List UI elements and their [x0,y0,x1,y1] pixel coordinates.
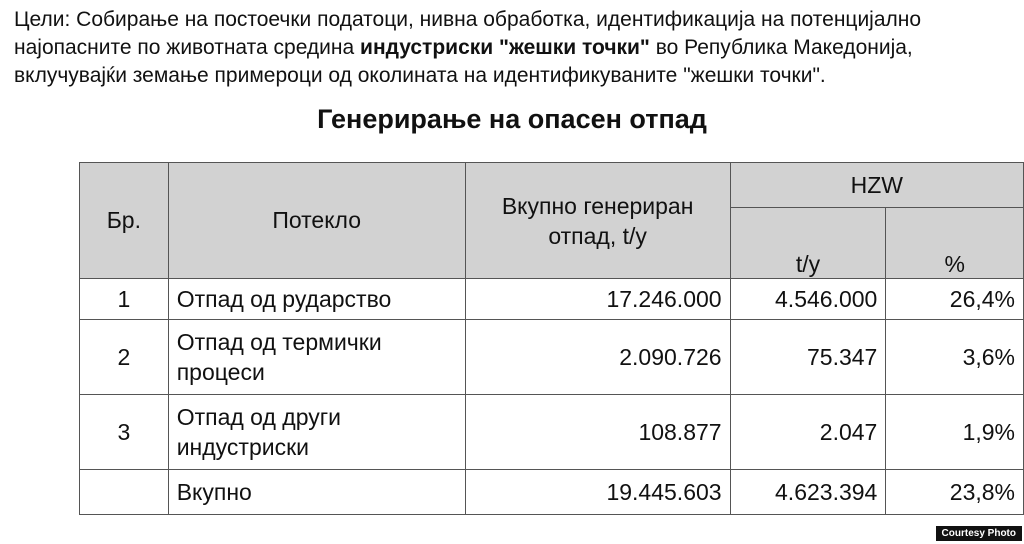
row-origin: Отпад од други индустриски [168,395,465,470]
row-origin: Отпад од рударство [168,279,465,320]
row-hzw-percent: 3,6% [886,320,1024,395]
header-hzw-percent: % [886,208,1024,279]
row-total: 108.877 [465,395,730,470]
table-row [80,395,1024,470]
photo-credit-badge: Courtesy Photo [936,526,1022,541]
row-origin: Отпад од термички процеси [168,320,465,395]
header-origin: Потекло [168,163,465,279]
intro-bold-phrase: индустриски "жешки точки" [360,36,650,59]
hazardous-waste-table [79,162,1024,515]
row-total: 19.445.603 [465,470,730,515]
header-hzw-ty: t/y [730,208,886,279]
header-hzw: HZW [730,163,1023,208]
table-row [80,279,1024,320]
table-title: Генерирање на опасен отпад [317,104,707,134]
row-number: 2 [80,320,169,395]
row-number: 1 [80,279,169,320]
row-hzw-percent: 1,9% [886,395,1024,470]
row-hzw-ty: 75.347 [730,320,886,395]
row-hzw-ty: 4.623.394 [730,470,886,515]
intro-text-start: Цели: Собирање на постоечки податоци, нивна обработка, идентификација на потенцијално најопасните по животната средина [14,8,922,59]
table-row-total [80,470,1024,515]
row-total: 17.246.000 [465,279,730,320]
row-hzw-percent: 26,4% [886,279,1024,320]
table-row [80,320,1024,395]
table-body [80,279,1024,515]
row-number: 3 [80,395,169,470]
intro-text-end: во Република Македонија, вклучувајќи земање примероци од околината на идентификуваните "жешки точки". [14,36,913,87]
row-hzw-ty: 2.047 [730,395,886,470]
header-row-top [80,163,1024,208]
row-origin: Вкупно [168,470,465,515]
row-hzw-ty: 4.546.000 [730,279,886,320]
header-number: Бр. [80,163,169,279]
header-total-generated: Вкупно генериран отпад, t/y [465,163,730,279]
row-number [80,470,169,515]
table-header [80,163,1024,279]
row-total: 2.090.726 [465,320,730,395]
intro-paragraph [14,6,1014,90]
row-hzw-percent: 23,8% [886,470,1024,515]
